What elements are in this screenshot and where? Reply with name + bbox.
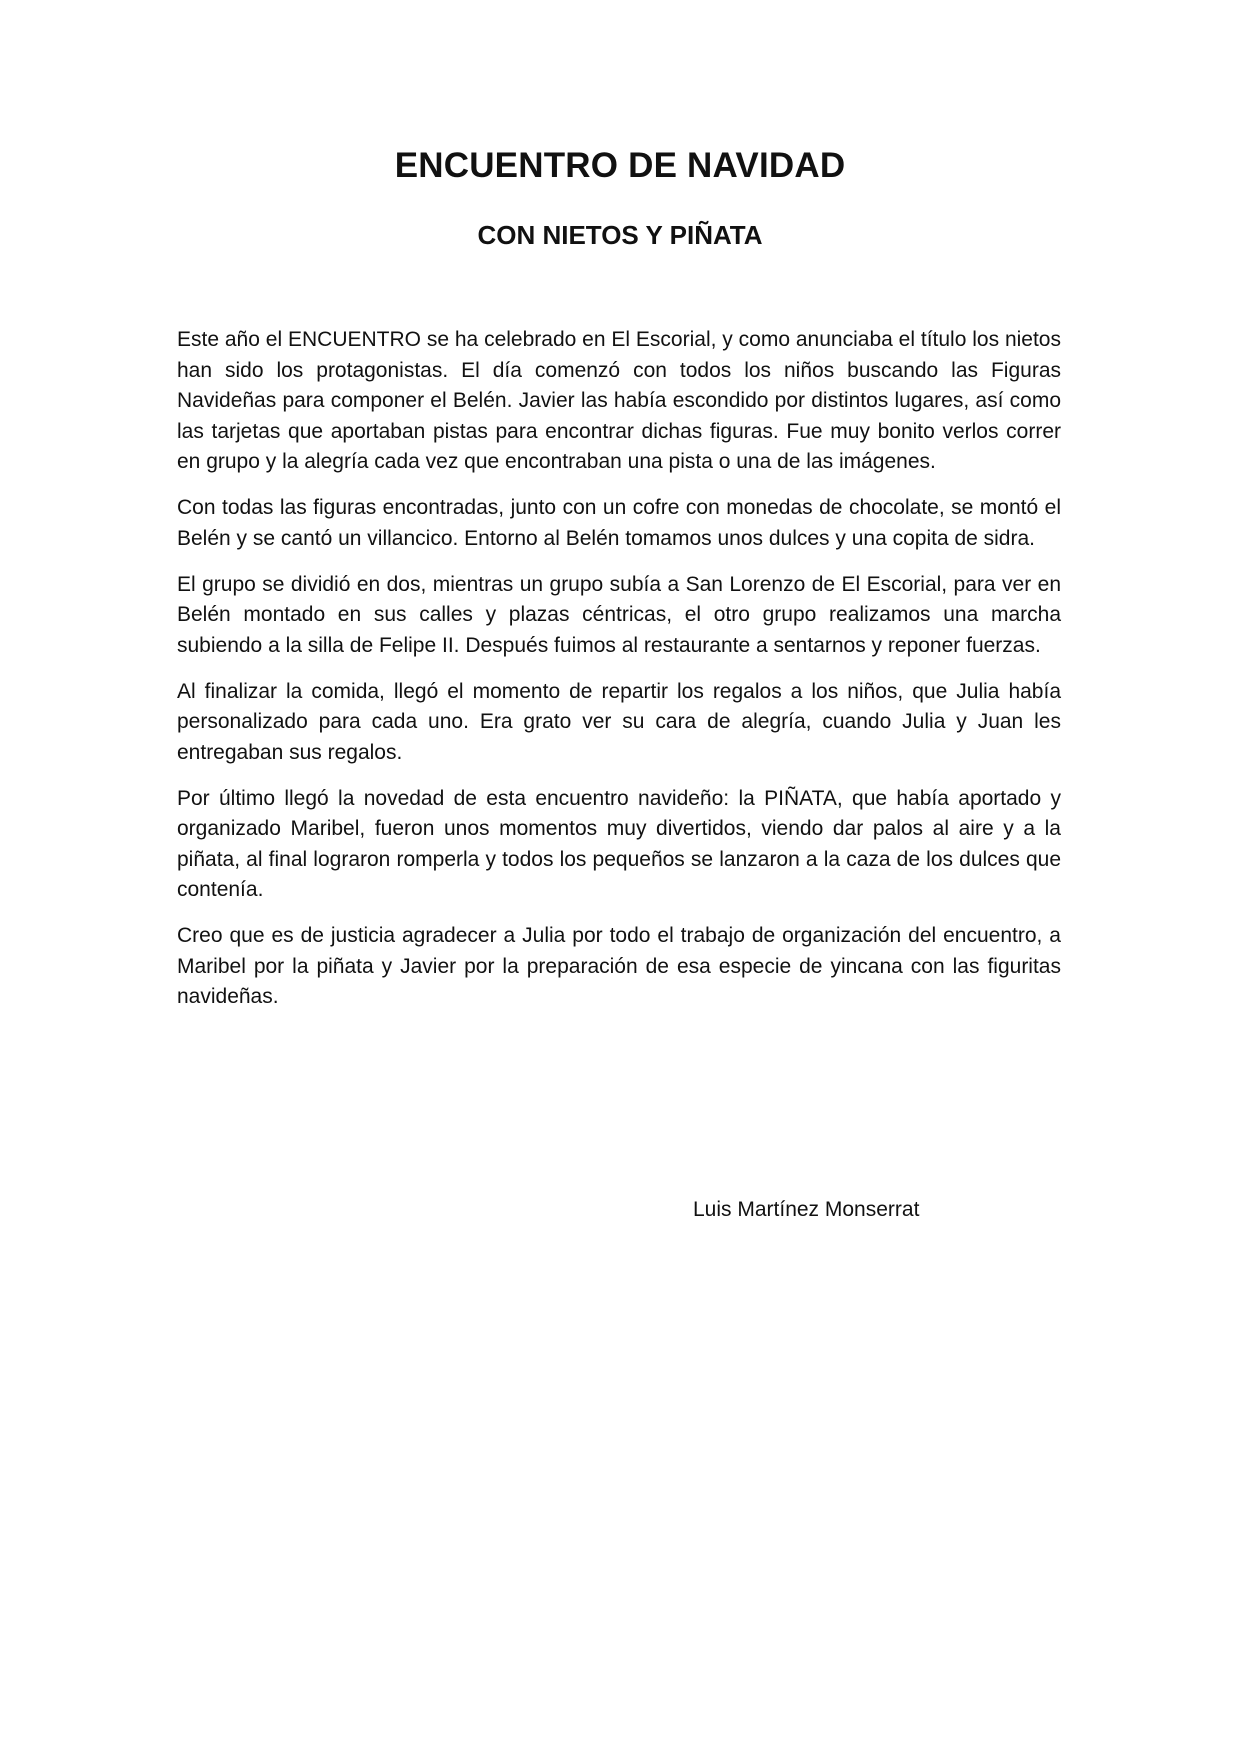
paragraph-6: Creo que es de justicia agradecer a Julia por todo el trabajo de organización del encuentro, a Maribel por la piñata y Javier por la preparación de esa especie de yincana con las figuritas navideñas.	[177, 924, 1061, 1008]
paragraph-2: Con todas las figuras encontradas, junto con un cofre con monedas de chocolate, se montó el Belén y se cantó un villancico. Entorno al Belén tomamos unos dulces y una copita de sidra.	[177, 496, 1061, 550]
paragraph-5: Por último llegó la novedad de esta encuentro navideño: la PIÑATA, que había aportado y organizado Maribel, fueron unos momentos muy divertidos, viendo dar palos al aire y a la piñata, al final lograron romperla y todos los pequeños se lanzaron a la caza de los dulces que contenía.	[177, 786, 1061, 901]
paragraph-4: Al finalizar la comida, llegó el momento de repartir los regalos a los niños, que Julia había personalizado para cada uno. Era grato ver su cara de alegría, cuando Julia y Juan les entregaban sus regalos.	[177, 679, 1061, 764]
paragraph-1: Este año el ENCUENTRO se ha celebrado en El Escorial, y como anunciaba el título los nietos han sido los protagonistas. El día comenzó con todos los niños buscando las Figuras Navideñas para componer el Belén. Javier las había escondido por distintos lugares, así como las tarjetas que aportaban pistas para encontrar dichas figuras. Fue muy bonito verlos correr en grupo y la alegría cada vez que encontraban una pista o una de las imágenes.	[177, 328, 1061, 473]
paragraph-3: El grupo se dividió en dos, mientras un grupo subía a San Lorenzo de El Escorial, para ver en Belén montado en sus calles y plazas céntricas, el otro grupo realizamos una marcha subiendo a la silla de Felipe II. Después fuimos al restaurante a sentarnos y reponer fuerzas.	[177, 572, 1061, 657]
author-signature: Luis Martínez Monserrat	[693, 1198, 920, 1221]
document-title: ENCUENTRO DE NAVIDAD	[394, 146, 846, 185]
document-subtitle: CON NIETOS Y PIÑATA	[477, 220, 763, 250]
document-body	[177, 325, 1061, 1028]
